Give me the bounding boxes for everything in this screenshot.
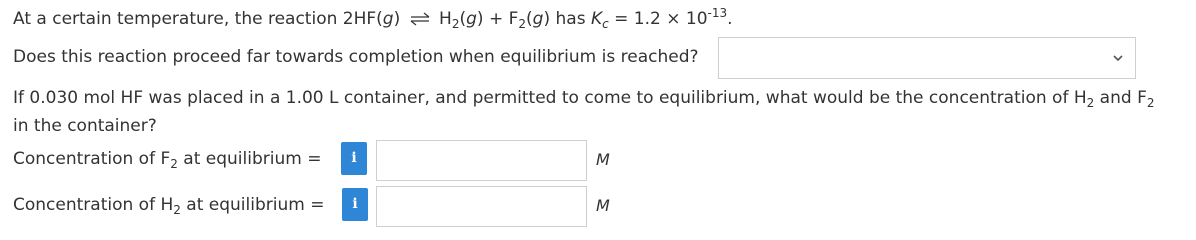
chevron-down-icon	[1113, 54, 1123, 62]
completion-answer-select[interactable]	[718, 37, 1136, 79]
f2-unit-label: M	[596, 150, 610, 169]
f2-concentration-label: Concentration of $F_2$ at equilibrium =	[13, 149, 322, 171]
concentration-question: If 0.030 mol HF was placed in a 1.00 L container, and permitted to come to equilibrium, what would be the concentration of $H_2$ and $F_2$	[13, 88, 1155, 110]
h2-concentration-input[interactable]	[376, 186, 587, 227]
h2-unit-label: M	[596, 196, 610, 215]
h2-concentration-label: Concentration of $H_2$ at equilibrium =	[13, 195, 325, 217]
completion-question: Does this reaction proceed far towards completion when equilibrium is reached?	[13, 47, 699, 67]
reaction-statement: At a certain temperature, the reaction 2HF(g) $H_2(g) + F_2(g)$ has $K_c = 1.2 \times 10^{-13}$.	[13, 6, 733, 31]
concentration-question-cont: in the container?	[13, 116, 157, 136]
f2-info-icon[interactable]: i	[341, 142, 367, 175]
f2-concentration-input[interactable]	[376, 140, 587, 181]
equilibrium-arrows-icon	[409, 12, 431, 26]
h2-info-icon[interactable]: i	[342, 188, 368, 221]
